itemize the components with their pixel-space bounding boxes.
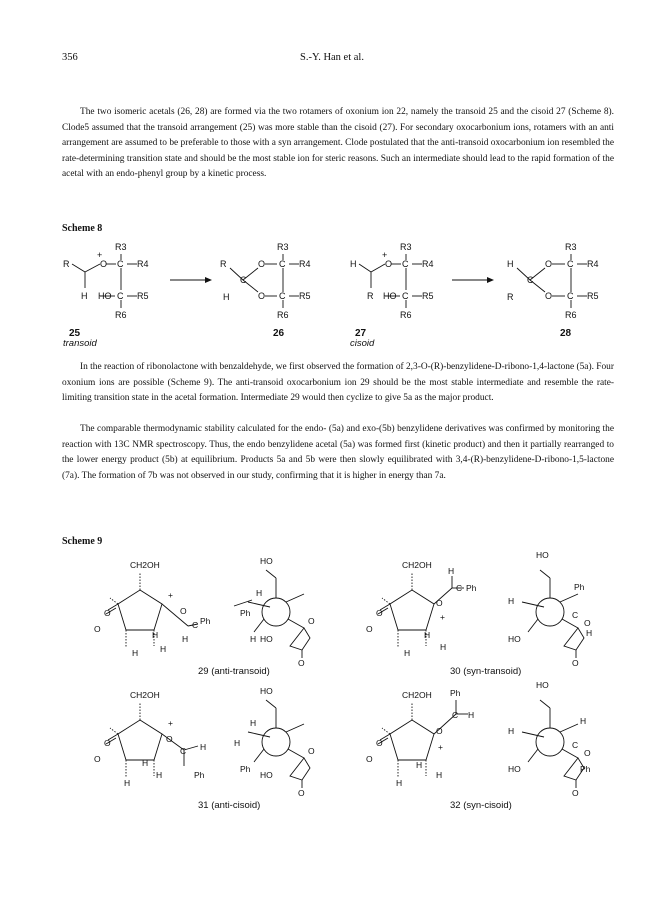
svg-text:HO: HO xyxy=(536,680,549,690)
svg-text:R6: R6 xyxy=(115,310,127,320)
paragraph-2: In the reaction of ribonolactone with benzaldehyde, we first observed the formation of 2,3-O-(R)-benzylidene-D-ribono-1,4-lactone (5a). Four oxonium ions are possible (Scheme 9). The anti-transoid oxocarbonium ion 29 should be the most stable intermediate and resemble the rate-limiting transition state in the acetal formation. Intermediate 29 would then cyclize to give 5a as the major product. xyxy=(62,362,614,404)
svg-text:+: + xyxy=(168,718,173,728)
svg-text:Ph: Ph xyxy=(240,608,251,618)
svg-text:O: O xyxy=(385,259,393,269)
svg-text:O: O xyxy=(100,259,108,269)
svg-text:H: H xyxy=(436,770,443,780)
svg-text:H: H xyxy=(396,778,403,788)
svg-text:R5: R5 xyxy=(422,291,434,301)
svg-text:O: O xyxy=(308,746,315,756)
svg-text:Ph: Ph xyxy=(450,688,461,698)
svg-text:H: H xyxy=(124,778,131,788)
svg-text:C: C xyxy=(180,746,187,756)
svg-text:H: H xyxy=(160,644,167,654)
svg-text:H: H xyxy=(507,259,514,269)
svg-text:R5: R5 xyxy=(587,291,599,301)
svg-text:CH2OH: CH2OH xyxy=(402,690,432,700)
svg-text:O: O xyxy=(258,259,266,269)
svg-text:C: C xyxy=(567,291,574,301)
svg-text:Ph: Ph xyxy=(194,770,205,780)
scheme-8-title: Scheme 8 xyxy=(62,223,103,234)
svg-text:R3: R3 xyxy=(115,242,127,252)
svg-text:H: H xyxy=(250,718,257,728)
label-28: 28 xyxy=(560,328,572,339)
label-31: 31 (anti-cisoid) xyxy=(198,800,261,811)
svg-text:Ph: Ph xyxy=(240,764,251,774)
svg-text:O: O xyxy=(545,259,553,269)
svg-text:C: C xyxy=(192,620,199,630)
scheme-9-title: Scheme 9 xyxy=(62,536,103,547)
svg-text:O: O xyxy=(94,624,101,634)
svg-text:H: H xyxy=(424,630,431,640)
svg-text:C: C xyxy=(402,291,409,301)
svg-text:HO: HO xyxy=(383,291,397,301)
svg-text:H: H xyxy=(508,596,515,606)
svg-text:R6: R6 xyxy=(400,310,412,320)
svg-text:+: + xyxy=(438,742,443,752)
svg-text:H: H xyxy=(404,648,411,658)
svg-text:H: H xyxy=(182,634,189,644)
svg-text:R: R xyxy=(220,259,227,269)
svg-text:+: + xyxy=(168,590,173,600)
svg-text:O: O xyxy=(366,754,373,764)
svg-text:C: C xyxy=(117,259,124,269)
svg-text:H: H xyxy=(448,566,455,576)
svg-text:O: O xyxy=(104,738,111,748)
svg-text:Ph: Ph xyxy=(466,583,477,593)
svg-text:R4: R4 xyxy=(299,259,311,269)
svg-text:O: O xyxy=(545,291,553,301)
svg-text:H: H xyxy=(142,758,149,768)
svg-text:HO: HO xyxy=(260,686,273,696)
svg-text:HO: HO xyxy=(260,634,273,644)
svg-text:H: H xyxy=(256,588,263,598)
svg-text:O: O xyxy=(366,624,373,634)
svg-text:R3: R3 xyxy=(565,242,577,252)
svg-text:R5: R5 xyxy=(299,291,311,301)
page-number: 356 xyxy=(62,52,78,63)
svg-text:R: R xyxy=(63,259,70,269)
svg-text:CH2OH: CH2OH xyxy=(130,560,160,570)
svg-text:H: H xyxy=(416,760,423,770)
svg-text:R3: R3 xyxy=(277,242,289,252)
svg-text:O: O xyxy=(94,754,101,764)
svg-text:H: H xyxy=(200,742,207,752)
scheme-8-diagram xyxy=(55,232,620,350)
svg-text:C: C xyxy=(527,275,534,285)
svg-text:H: H xyxy=(156,770,163,780)
svg-text:O: O xyxy=(572,658,579,668)
svg-text:Ph: Ph xyxy=(200,616,211,626)
label-29: 29 (anti-transoid) xyxy=(198,666,270,677)
label-cisoid: cisoid xyxy=(350,338,375,349)
label-32: 32 (syn-cisoid) xyxy=(450,800,512,811)
svg-text:O: O xyxy=(104,608,111,618)
svg-text:+: + xyxy=(382,250,388,260)
svg-text:O: O xyxy=(180,606,187,616)
label-25: 25 xyxy=(69,328,81,339)
svg-text:Ph: Ph xyxy=(574,582,585,592)
svg-text:HO: HO xyxy=(98,291,112,301)
svg-text:O: O xyxy=(584,748,591,758)
svg-text:H: H xyxy=(350,259,357,269)
svg-text:H: H xyxy=(250,634,257,644)
svg-text:O: O xyxy=(258,291,266,301)
svg-text:R6: R6 xyxy=(277,310,289,320)
svg-text:R4: R4 xyxy=(587,259,599,269)
svg-text:CH2OH: CH2OH xyxy=(130,690,160,700)
svg-text:C: C xyxy=(240,275,247,285)
svg-text:HO: HO xyxy=(260,556,273,566)
svg-text:O: O xyxy=(166,734,173,744)
svg-text:C: C xyxy=(452,710,459,720)
svg-text:R: R xyxy=(367,291,374,301)
label-30: 30 (syn-transoid) xyxy=(450,666,522,677)
svg-text:C: C xyxy=(402,259,409,269)
svg-text:H: H xyxy=(132,648,139,658)
svg-text:H: H xyxy=(223,292,230,302)
svg-text:O: O xyxy=(436,726,443,736)
svg-text:H: H xyxy=(580,716,587,726)
svg-text:+: + xyxy=(440,612,445,622)
svg-text:R3: R3 xyxy=(400,242,412,252)
svg-text:H: H xyxy=(234,738,241,748)
svg-text:HO: HO xyxy=(260,770,273,780)
svg-text:C: C xyxy=(279,259,286,269)
svg-text:H: H xyxy=(152,630,159,640)
label-27: 27 xyxy=(355,328,367,339)
svg-text:H: H xyxy=(440,642,447,652)
label-26: 26 xyxy=(273,328,285,339)
svg-text:H: H xyxy=(508,726,515,736)
svg-text:O: O xyxy=(436,598,443,608)
svg-text:R4: R4 xyxy=(137,259,149,269)
svg-text:O: O xyxy=(376,608,383,618)
svg-text:H: H xyxy=(586,628,593,638)
label-transoid: transoid xyxy=(63,338,97,349)
svg-text:+: + xyxy=(97,250,103,260)
paragraph-3: The comparable thermodynamic stability calculated for the endo- (5a) and exo-(5b) benzylidene derivatives was confirmed by monitoring the reaction with 13C NMR spectroscopy. Thus, the endo benzylidene acetal (5a) was formed first (kinetic product) and then it partially rearranged to the lower energy product (5b) at equilibrium. Products 5a and 5b were then slowly equilibrated with 3,4-(R)-benzylidene-D-ribono-1,5-lactone (7a). The formation of 7b was not observed in our study, confirming that it is higher in energy than 7a. xyxy=(62,424,614,481)
svg-text:R6: R6 xyxy=(565,310,577,320)
svg-text:R4: R4 xyxy=(422,259,434,269)
svg-text:HO: HO xyxy=(508,764,521,774)
svg-text:HO: HO xyxy=(536,550,549,560)
paragraph-1: The two isomeric acetals (26, 28) are formed via the two rotamers of oxonium ion 22, namely the transoid 25 and the cisoid 27 (Scheme 8). Clode5 assumed that the transoid arrangement (25) was more stable than the cisoid (27). For secondary oxocarbonium ions, rotamers with an anti arrangement are assumed to be preferable to those with a syn arrangement. Clode postulated that the anti-transoid oxocarbonium ion resembled the rate-determining transition state and should be the most stable ion for steric reasons. Such an intermediate should lead to the rapid formation of the acetal with an endo-phenyl group by a kinetic process. xyxy=(62,107,614,180)
svg-text:H: H xyxy=(468,710,475,720)
svg-text:O: O xyxy=(298,658,305,668)
scheme-9-diagram xyxy=(80,546,620,816)
svg-text:C: C xyxy=(279,291,286,301)
svg-text:CH2OH: CH2OH xyxy=(402,560,432,570)
svg-text:R: R xyxy=(507,292,514,302)
svg-text:Ph: Ph xyxy=(580,764,591,774)
svg-text:R5: R5 xyxy=(137,291,149,301)
svg-text:O: O xyxy=(584,618,591,628)
svg-text:HO: HO xyxy=(508,634,521,644)
running-head: S.-Y. Han et al. xyxy=(300,52,364,63)
svg-text:C: C xyxy=(117,291,124,301)
svg-text:C: C xyxy=(567,259,574,269)
svg-text:C: C xyxy=(572,610,579,620)
svg-text:C: C xyxy=(572,740,579,750)
svg-text:O: O xyxy=(572,788,579,798)
svg-text:C: C xyxy=(456,583,463,593)
svg-text:O: O xyxy=(298,788,305,798)
svg-text:H: H xyxy=(81,291,88,301)
svg-text:O: O xyxy=(308,616,315,626)
svg-text:O: O xyxy=(376,738,383,748)
